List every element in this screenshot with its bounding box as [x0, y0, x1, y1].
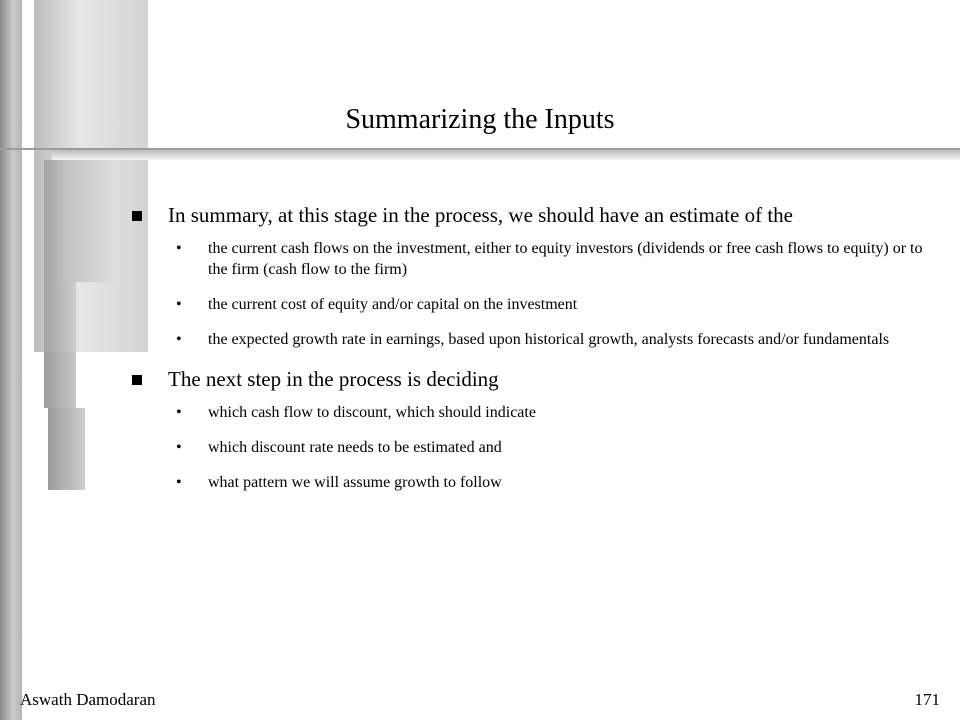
decor-bar-bottom — [48, 408, 85, 490]
sub-bullet — [130, 294, 930, 315]
title-rule-shadow — [52, 150, 960, 160]
sub-bullet — [130, 437, 930, 458]
bullet-next-step — [130, 364, 930, 394]
sub-bullet-text: the current cost of equity and/or capital on the investment — [208, 296, 578, 313]
slide-body — [130, 200, 930, 507]
sub-bullet-text: the current cash flows on the investment, either to equity investors (dividends or free cash flows to equity) or to the firm (cash flow to the firm) — [208, 240, 923, 278]
sub-bullet — [130, 238, 930, 280]
dot-bullet-icon: • — [176, 404, 182, 421]
slide-title: Summarizing the Inputs — [345, 104, 615, 135]
sub-bullet — [130, 472, 930, 493]
sub-bullet-text: what pattern we will assume growth to follow — [208, 474, 502, 491]
bullet-summary — [130, 200, 930, 230]
bullet-text: The next step in the process is deciding — [168, 367, 499, 391]
decor-bar-lower — [44, 352, 76, 408]
sub-bullet-text: the expected growth rate in earnings, based upon historical growth, analysts forecasts and/or fundamentals — [208, 331, 890, 348]
sub-bullet — [130, 329, 930, 350]
sub-bullet-text: which discount rate needs to be estimated and — [208, 439, 502, 456]
decor-bar-inner — [62, 160, 118, 282]
square-bullet-icon — [132, 375, 142, 385]
dot-bullet-icon: • — [176, 240, 182, 257]
sub-bullet — [130, 402, 930, 423]
square-bullet-icon — [132, 211, 142, 221]
footer-page-number: 171 — [914, 690, 940, 709]
dot-bullet-icon: • — [176, 331, 182, 348]
footer-author: Aswath Damodaran — [20, 690, 156, 709]
dot-bullet-icon: • — [176, 474, 182, 491]
dot-bullet-icon: • — [176, 439, 182, 456]
sub-bullet-text: which cash flow to discount, which should indicate — [208, 404, 536, 421]
bullet-text: In summary, at this stage in the process, we should have an estimate of the — [168, 203, 793, 227]
dot-bullet-icon: • — [176, 296, 182, 313]
